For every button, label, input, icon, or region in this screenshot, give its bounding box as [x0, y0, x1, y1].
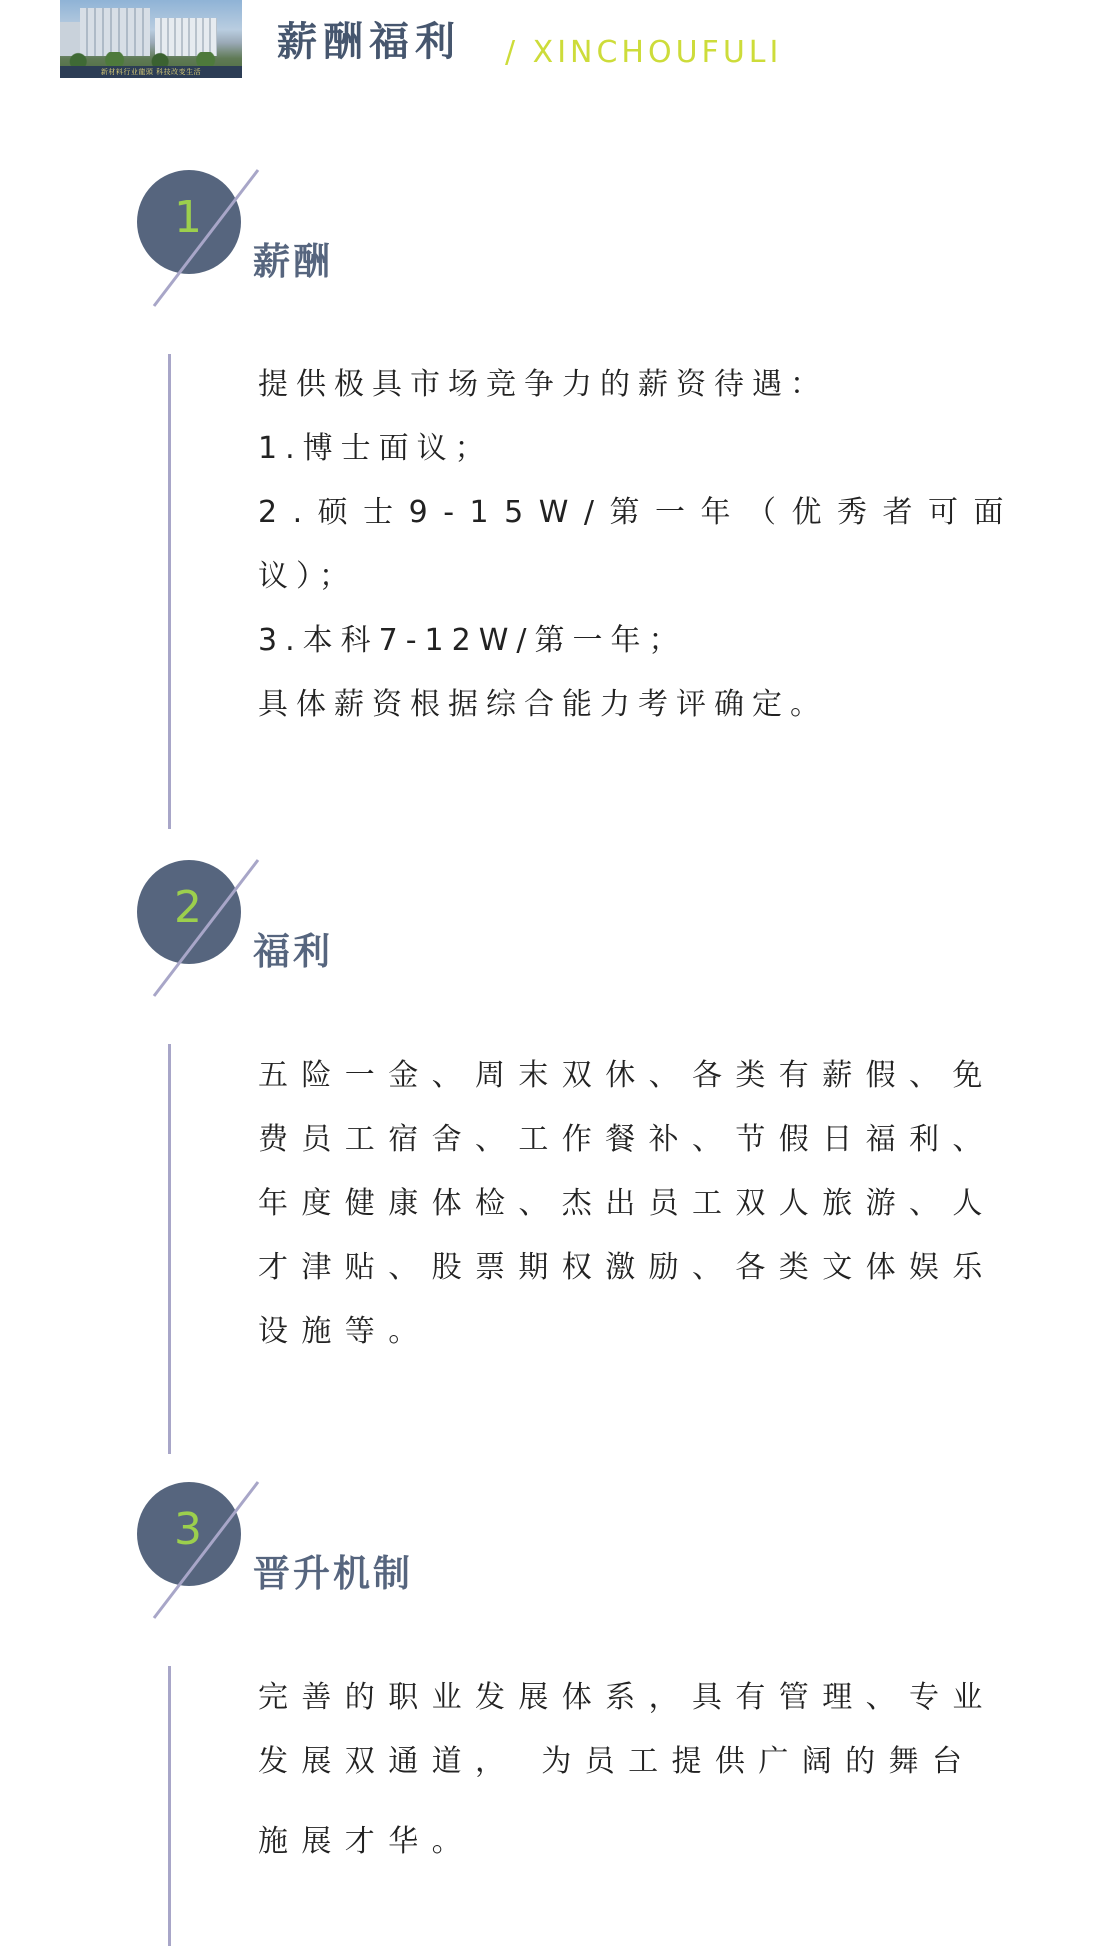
- section-title: 薪酬: [253, 240, 333, 283]
- section-title: 福利: [253, 930, 333, 973]
- body-line: 年度健康体检、杰出员工双人旅游、人: [258, 1186, 996, 1221]
- body-line: 发展双通道， 为员工提供广阔的舞台: [258, 1744, 976, 1779]
- body-line: 五险一金、周末双休、各类有薪假、免: [258, 1058, 996, 1093]
- body-line: 议）；: [258, 559, 357, 594]
- body-line: 3.本科7-12W/第一年；: [258, 623, 687, 658]
- page-subtitle: / XINCHOUFULI: [505, 35, 783, 70]
- section-body: [258, 353, 1019, 737]
- section-body: [258, 1666, 996, 1874]
- header-photo: [60, 0, 242, 78]
- body-line: 2.硕士9-15W/第一年（优秀者可面: [258, 495, 1019, 530]
- body-line: 设施等。: [258, 1314, 432, 1349]
- section-number: 1: [174, 192, 202, 243]
- diagonal-slash-icon: [150, 858, 268, 998]
- body-line: 才津贴、股票期权激励、各类文体娱乐: [258, 1250, 996, 1285]
- body-line: 费员工宿舍、工作餐补、节假日福利、: [258, 1122, 996, 1157]
- body-line: 施展才华。: [258, 1824, 475, 1859]
- section-title: 晋升机制: [253, 1552, 413, 1595]
- photo-caption: 新材料行业龍頭 科技改变生活: [60, 66, 242, 78]
- section-number: 2: [174, 882, 202, 933]
- body-line: 完善的职业发展体系，具有管理、专业: [258, 1680, 996, 1715]
- body-line: 1.博士面议；: [258, 431, 493, 466]
- section-divider-line: [168, 1666, 171, 1946]
- diagonal-slash-icon: [150, 1480, 268, 1620]
- body-line: 提供极具市场竞争力的薪资待遇：: [258, 367, 828, 402]
- section-body: [258, 1044, 996, 1364]
- diagonal-slash-icon: [150, 168, 268, 308]
- page-title: 薪酬福利: [277, 19, 461, 65]
- section-divider-line: [168, 354, 171, 829]
- body-line: 具体薪资根据综合能力考评确定。: [258, 687, 828, 722]
- section-divider-line: [168, 1044, 171, 1454]
- section-number: 3: [174, 1504, 202, 1555]
